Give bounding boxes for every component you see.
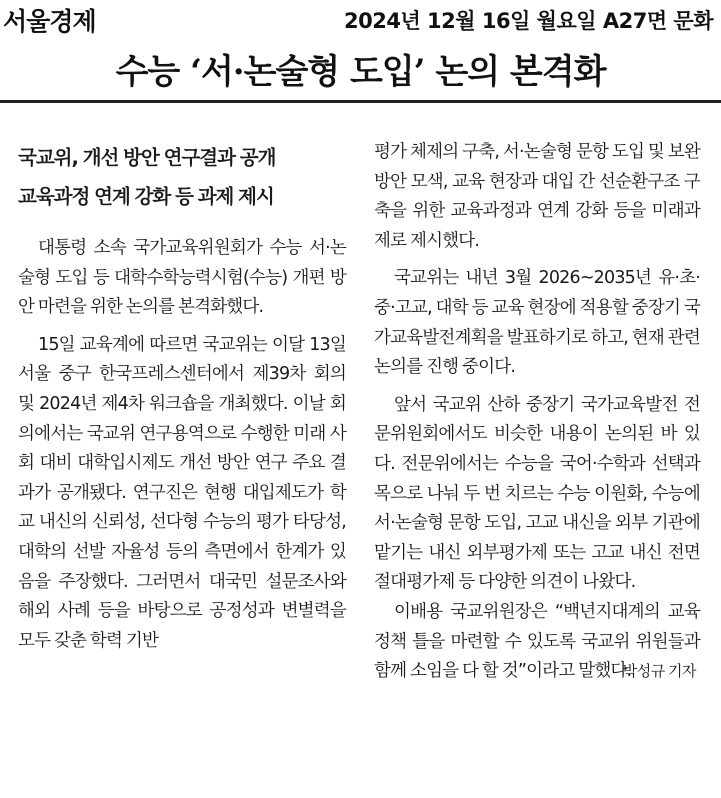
paragraph: 국교위는 내년 3월 2026~2035년 유·초·중·고교, 대학 등 교육 현장에 적용할 중장기 국가교육발전계획을 발표하기로 하고, 현재 관련 논의를 진행 중이다.: [374, 268, 700, 378]
article-headline: 수능 ‘서·논술형 도입’ 논의 본격화: [115, 52, 606, 92]
left-column: [18, 138, 346, 656]
newspaper-name: 서울경제: [3, 7, 96, 36]
dateline: 2024년 12월 16일 월요일 A27면 문화: [344, 9, 713, 33]
paragraph: 앞서 국교위 산하 중장기 국가교육발전 전문위원회에서도 비슷한 내용이 논의된 바 있다. 전문위에서는 수능을 국어·수학과 선택과목으로 나눠 두 번 치르는 수능 이원화, 수능에 서·논술형 문항 도입, 고교 내신을 외부 기관에 맡기는 내신 외부평가제 또는 고교 내신 전면 절대평가제 등 다양한 의견이 나왔다.: [374, 394, 700, 593]
paragraph: 이배용 국교위원장은 “백년지대계의 교육정책 틀을 마련할 수 있도록 국교위 위원들과 함께 소임을 다 할 것”이라고 말했다.: [374, 601, 700, 682]
paragraph-continued: 평가 체제의 구축, 서·논술형 문항 도입 및 보완 방안 모색, 교육 현장과 대입 간 선순환구조 구축을 위한 교육과정과 연계 강화 등을 미래과제로 제시했다.: [374, 142, 700, 251]
subhead-1: 국교위, 개선 방안 연구결과 공개: [18, 146, 276, 169]
headline-rule: [0, 100, 721, 103]
article-subheads: [18, 138, 346, 216]
paragraph: 15일 교육계에 따르면 국교위는 이달 13일 서울 중구 한국프레스센터에서 제39차 회의 및 2024년 제4차 워크숍을 개최했다. 이날 회의에서는 국교위 연구용역으로 수행한 미래 사회 대비 대학입시제도 개선 방안 연구 주요 결과가 공개됐다. 연구진은 현행 대입제도가 학교 내신의 신뢰성, 선다형 수능의 평가 타당성, 대학의 선발 자율성 등의 측면에서 한계가 있음을 주장했다. 그러면서 대국민 설문조사와 해외 사례 등을 바탕으로 공정성과 변별력을 모두 갖춘 학력 기반: [18, 334, 346, 651]
byline: 박성규 기자: [622, 662, 696, 681]
right-column: [374, 138, 700, 687]
subhead-2: 교육과정 연계 강화 등 과제 제시: [18, 185, 274, 208]
closing-block: [374, 598, 700, 687]
paragraph: 대통령 소속 국가교육위원회가 수능 서·논술형 도입 등 대학수학능력시험(수능) 개편 방안 마련을 위한 논의를 본격화했다.: [18, 238, 346, 318]
masthead: [0, 0, 721, 36]
